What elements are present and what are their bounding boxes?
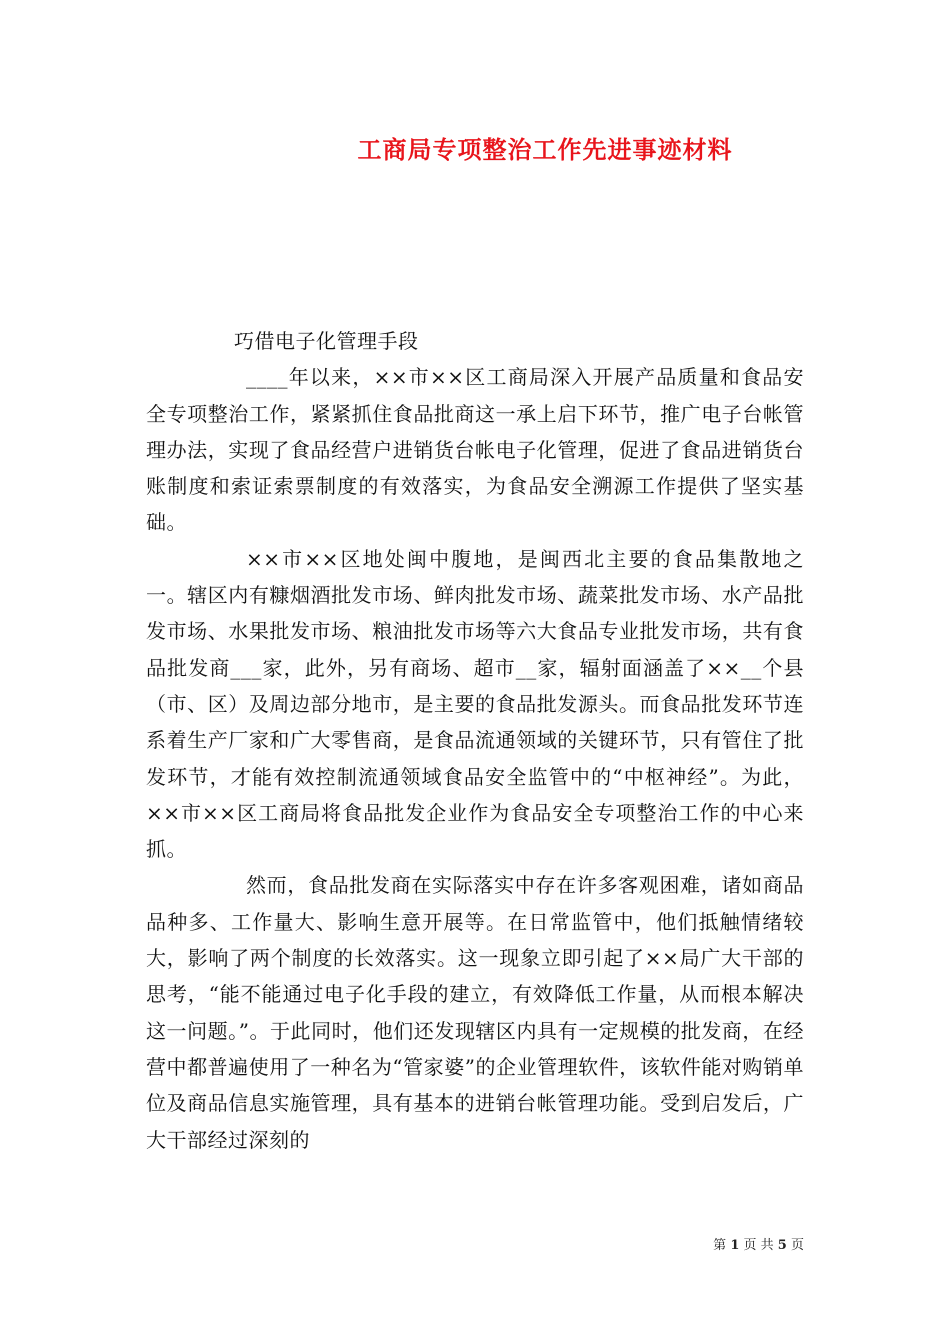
paragraph-3: 然而，食品批发商在实际落实中存在许多客观困难，诸如商品品种多、工作量大、影响生意开展等。在日常监管中，他们抵触情绪较大，影响了两个制度的长效落实。这一现象立即引起了××局广大干部的思考，“能不能通过电子化手段的建立，有效降低工作量，从而根本解决这一问题。”。于此同时，他们还发现辖区内具有一定规模的批发商，在经营中都普遍使用了一种名为“管家婆”的企业管理软件，该软件能对购销单位及商品信息实施管理，具有基本的进销台帐管理功能。受到启发后，广大干部经过深刻的 <box>146 873 804 1152</box>
footer-prefix: 第 <box>713 1238 727 1253</box>
document-body <box>146 323 804 1158</box>
paragraph-1: ____年以来，××市××区工商局深入开展产品质量和食品安全专项整治工作，紧紧抓住食品批商这一承上启下环节，推广电子台帐管理办法，实现了食品经营户进销货台帐电子化管理，促进了食品进销货台账制度和索证索票制度的有效落实，为食品安全溯源工作提供了坚实基础。 <box>146 365 804 535</box>
footer-total-pages: 5 <box>777 1238 787 1253</box>
footer-middle: 页 共 <box>743 1238 774 1253</box>
document-title: 工商局专项整治工作先进事迹材料 <box>357 135 733 164</box>
footer-suffix: 页 <box>790 1238 804 1253</box>
page-number-footer <box>713 1234 804 1253</box>
footer-current-page: 1 <box>730 1238 740 1253</box>
paragraph-2: ××市××区地处闽中腹地，是闽西北主要的食品集散地之一。辖区内有糠烟酒批发市场、鲜肉批发市场、蔬菜批发市场、水产品批发市场、水果批发市场、粮油批发市场等六大食品专业批发市场，共有食品批发商___家，此外，另有商场、超市__家，辐射面涵盖了××__个县（市、区）及周边部分地市，是主要的食品批发源头。而食品批发环节连系着生产厂家和广大零售商，是食品流通领域的关键环节，只有管住了批发环节，才能有效控制流通领域食品安全监管中的“中枢神经”。为此，××市××区工商局将食品批发企业作为食品安全专项整治工作的中心来抓。 <box>146 546 804 862</box>
section-subheading: 巧借电子化管理手段 <box>234 329 419 353</box>
